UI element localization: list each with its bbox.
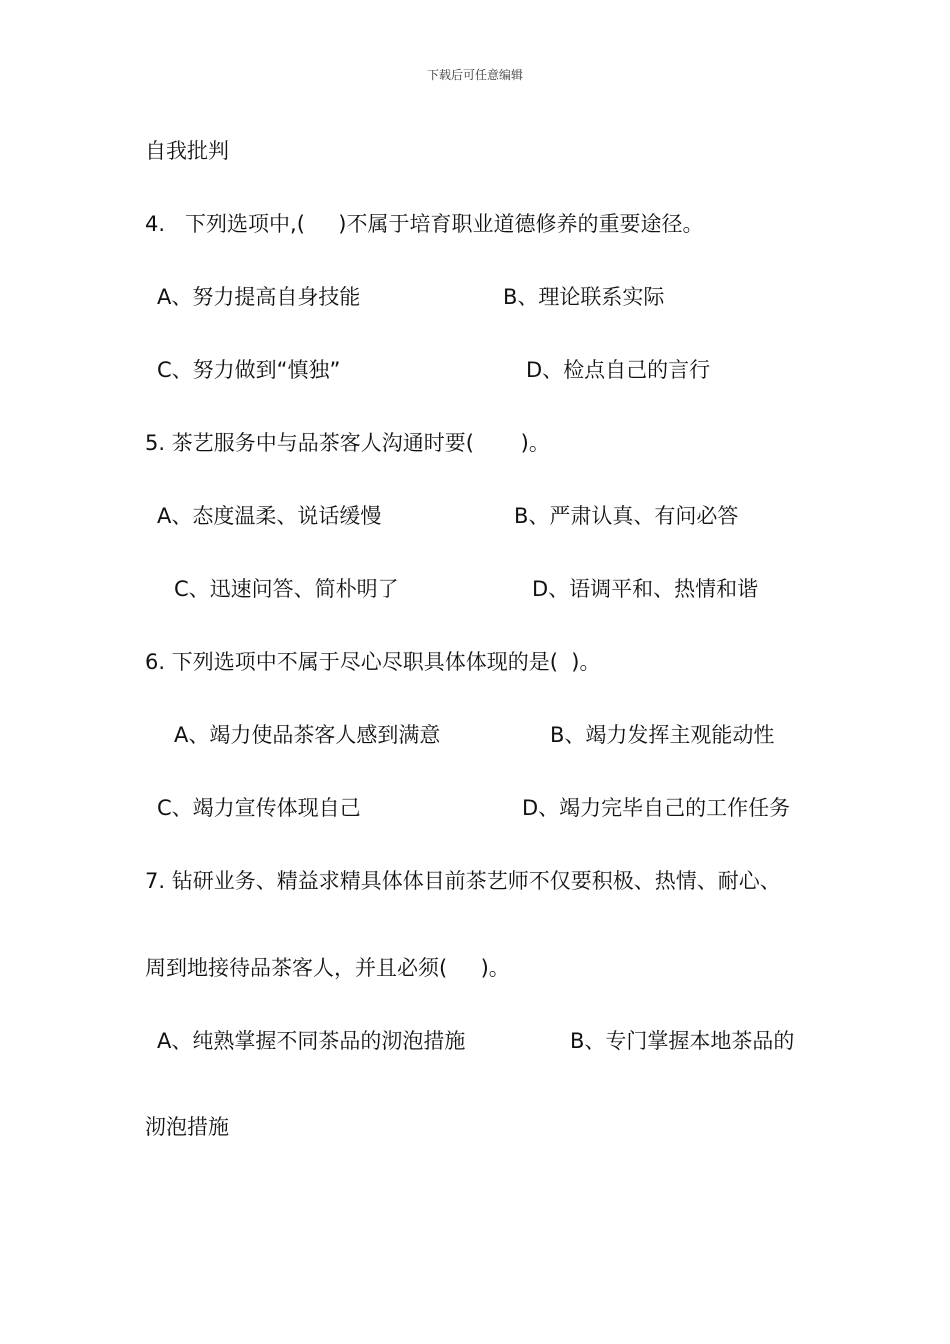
page-header-note: 下载后可任意编辑 bbox=[426, 68, 523, 82]
question-4-option-a: A、努力提高自身技能 bbox=[157, 285, 361, 309]
question-6-option-c: C、竭力宣传体现自己 bbox=[157, 796, 361, 820]
question-7-stem-line-2: 周到地接待品茶客人，并且必须( )。 bbox=[145, 956, 510, 980]
question-5-option-d: D、语调平和、热情和谐 bbox=[532, 577, 759, 601]
question-6-option-a: A、竭力使品茶客人感到满意 bbox=[174, 723, 441, 747]
question-5-option-a: A、态度温柔、说话缓慢 bbox=[157, 504, 382, 528]
question-4-option-c: C、努力做到“慎独” bbox=[157, 358, 341, 382]
question-7-option-a: A、纯熟掌握不同茶品的沏泡措施 bbox=[157, 1029, 466, 1053]
question-4-option-b: B、理论联系实际 bbox=[503, 285, 665, 309]
question-5-stem: 5. 茶艺服务中与品茶客人沟通时要( )。 bbox=[145, 431, 550, 455]
question-6-stem: 6. 下列选项中不属于尽心尽职具体体现的是( )。 bbox=[145, 650, 601, 674]
previous-answer-tail: 自我批判 bbox=[145, 139, 229, 163]
question-5-option-c: C、迅速问答、简朴明了 bbox=[174, 577, 399, 601]
question-5-option-b: B、严肃认真、有问必答 bbox=[514, 504, 739, 528]
question-4-option-d: D、检点自己的言行 bbox=[526, 358, 711, 382]
question-7-option-b: B、专门掌握本地茶品的 bbox=[570, 1029, 795, 1053]
question-6-option-b: B、竭力发挥主观能动性 bbox=[550, 723, 775, 747]
question-7-stem-line-1: 7. 钻研业务、精益求精具体体目前茶艺师不仅要积极、热情、耐心、 bbox=[145, 869, 781, 893]
question-7-option-b-continued: 沏泡措施 bbox=[145, 1115, 229, 1139]
question-4-stem: 4. 下列选项中,( )不属于培育职业道德修养的重要途径。 bbox=[145, 212, 704, 236]
question-6-option-d: D、竭力完毕自己的工作任务 bbox=[522, 796, 791, 820]
